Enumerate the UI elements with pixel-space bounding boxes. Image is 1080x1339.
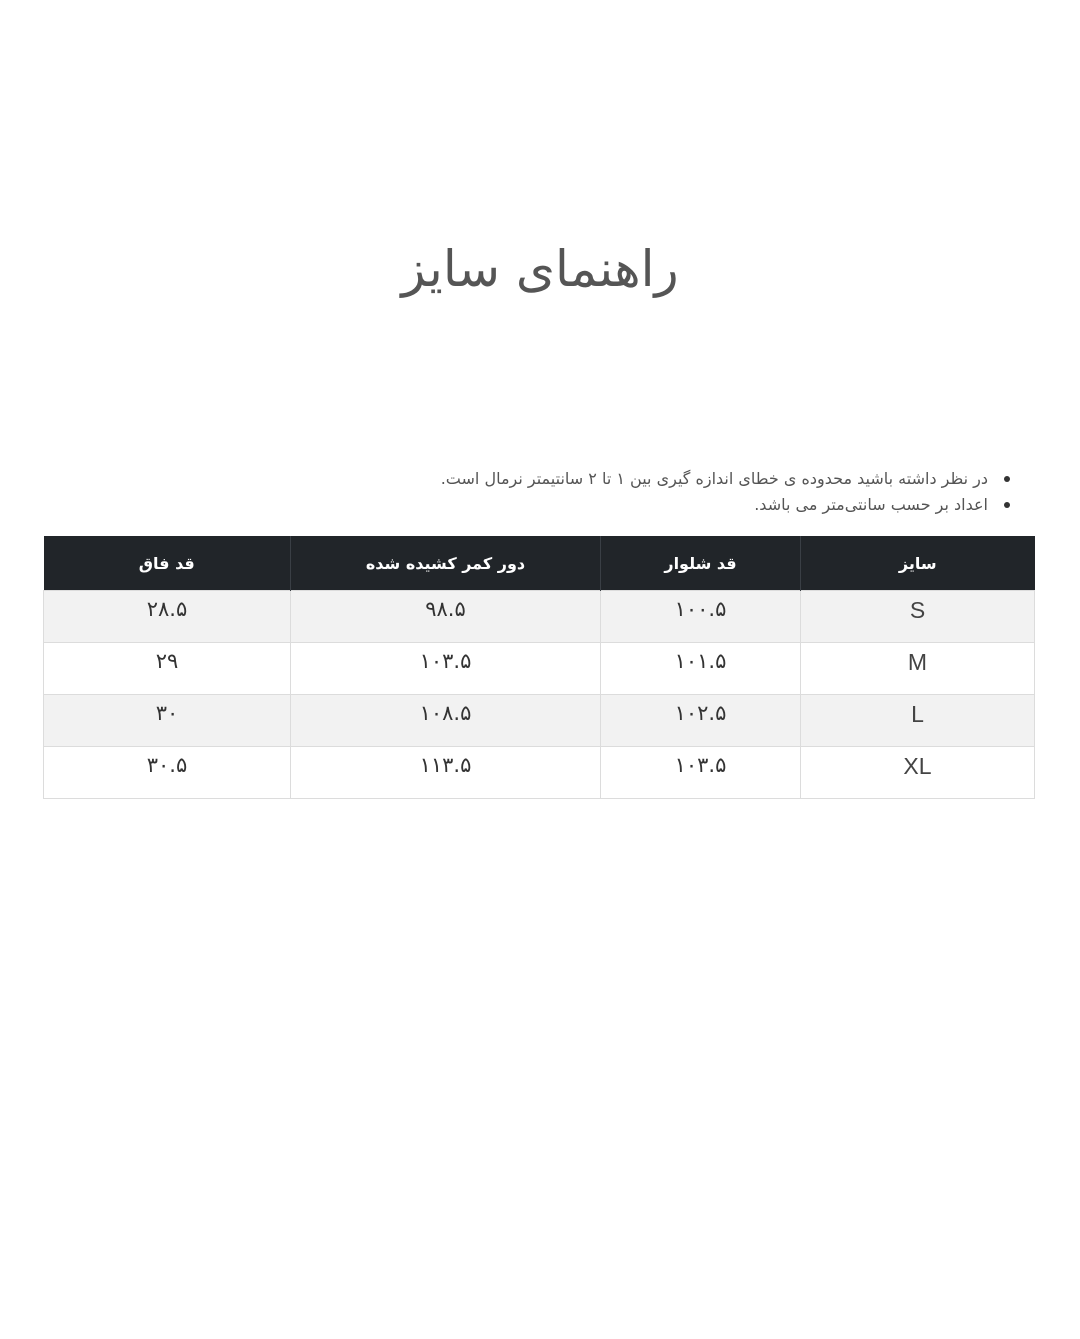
table-row bbox=[44, 643, 1035, 695]
table-header-row bbox=[44, 536, 1035, 591]
size-chart-table bbox=[43, 536, 1035, 799]
header-size: سایز bbox=[801, 536, 1035, 591]
cell-pants-length: ۱۰۲.۵ bbox=[601, 695, 801, 747]
cell-rise: ۲۸.۵ bbox=[44, 591, 291, 643]
cell-size: M bbox=[801, 643, 1035, 695]
header-waist-stretched: دور کمر کشیده شده bbox=[291, 536, 601, 591]
table-header bbox=[44, 536, 1035, 591]
note-item-units: اعداد بر حسب سانتی‌متر می باشد. bbox=[60, 492, 988, 518]
cell-rise: ۳۰.۵ bbox=[44, 747, 291, 799]
header-rise: قد فاق bbox=[44, 536, 291, 591]
table-body bbox=[44, 591, 1035, 799]
cell-size: S bbox=[801, 591, 1035, 643]
table-row bbox=[44, 591, 1035, 643]
note-item-measurement-error: در نظر داشته باشید محدوده ی خطای اندازه گیری بین ۱ تا ۲ سانتیمتر نرمال است. bbox=[60, 466, 988, 492]
cell-waist-stretched: ۱۰۸.۵ bbox=[291, 695, 601, 747]
cell-size: XL bbox=[801, 747, 1035, 799]
cell-size: L bbox=[801, 695, 1035, 747]
cell-waist-stretched: ۹۸.۵ bbox=[291, 591, 601, 643]
cell-pants-length: ۱۰۰.۵ bbox=[601, 591, 801, 643]
header-pants-length: قد شلوار bbox=[601, 536, 801, 591]
cell-pants-length: ۱۰۳.۵ bbox=[601, 747, 801, 799]
cell-pants-length: ۱۰۱.۵ bbox=[601, 643, 801, 695]
cell-rise: ۳۰ bbox=[44, 695, 291, 747]
cell-waist-stretched: ۱۰۳.۵ bbox=[291, 643, 601, 695]
cell-waist-stretched: ۱۱۳.۵ bbox=[291, 747, 601, 799]
table-row bbox=[44, 747, 1035, 799]
page-title: راهنمای سایز bbox=[401, 240, 679, 298]
notes-list bbox=[60, 466, 1010, 518]
table-row bbox=[44, 695, 1035, 747]
cell-rise: ۲۹ bbox=[44, 643, 291, 695]
